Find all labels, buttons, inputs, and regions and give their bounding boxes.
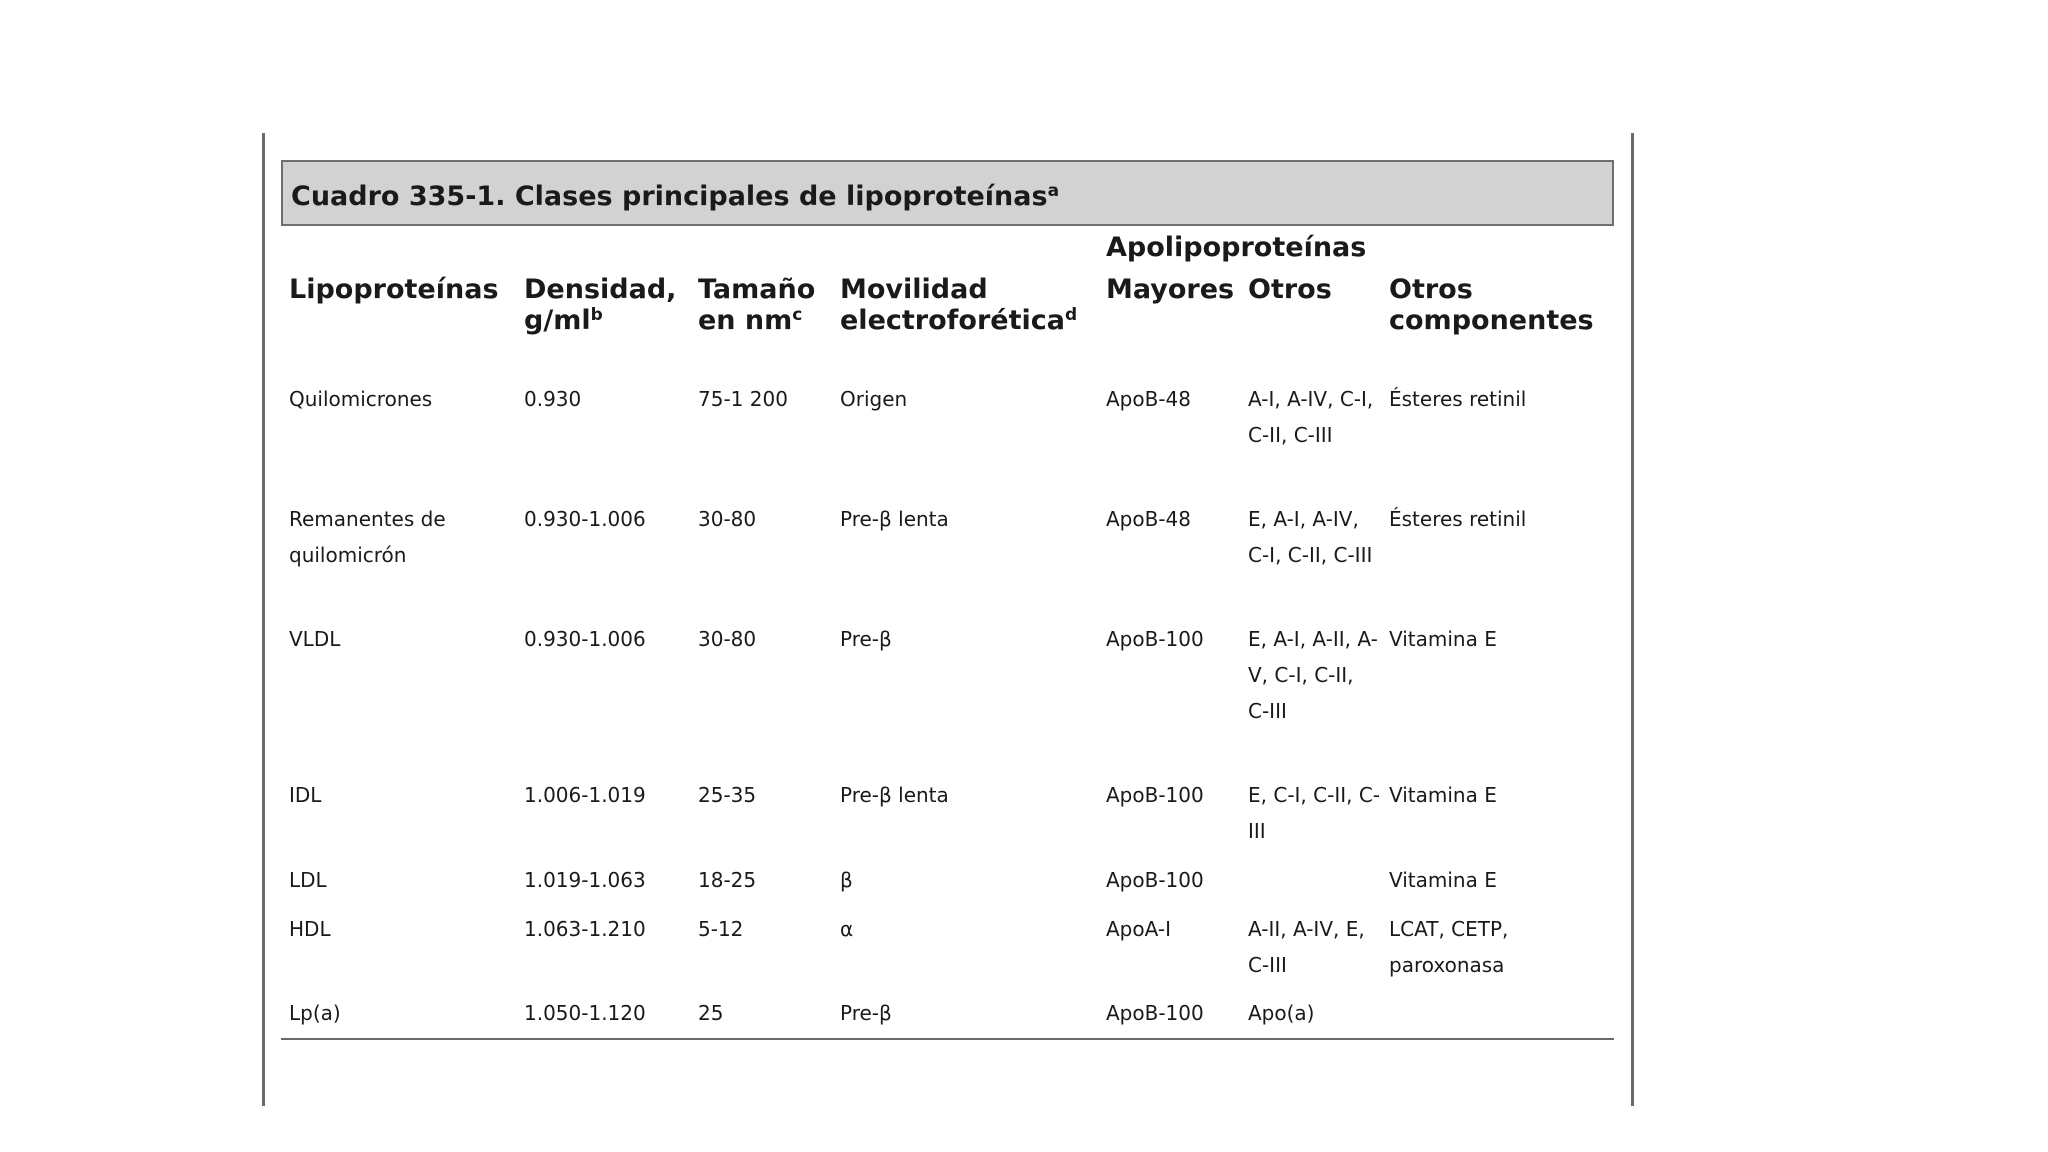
cell-lipoproteina: HDL: [289, 917, 331, 941]
cell-lipoproteina: Lp(a): [289, 1001, 341, 1025]
cell-densidad: 0.930-1.006: [524, 627, 646, 651]
cell-otros: Apo(a): [1248, 1001, 1315, 1025]
cell-lipoproteina: IDL: [289, 783, 322, 807]
cell-otros: A-II, A-IV, E, C-III: [1248, 917, 1365, 977]
cell-componentes: Ésteres retinil: [1389, 387, 1527, 411]
cell-movilidad: Pre-β: [840, 627, 892, 651]
table-row: [281, 862, 1614, 911]
cell-movilidad: Pre-β lenta: [840, 783, 949, 807]
caption-footnote-mark: a: [1047, 181, 1060, 201]
table-bottom-rule: [281, 1038, 1614, 1040]
cell-movilidad: Origen: [840, 387, 908, 411]
densidad-footnote-mark: b: [590, 305, 603, 325]
table-row: [281, 381, 1614, 501]
cell-otros: E, A-I, A-II, A-V, C-I, C-II, C-III: [1248, 627, 1378, 723]
cell-densidad: 0.930: [524, 387, 582, 411]
cell-mayores: ApoB-100: [1106, 783, 1204, 807]
cell-otros: E, A-I, A-IV, C-I, C-II, C-III: [1248, 507, 1373, 567]
header-otros-componentes: Otros componentes: [1389, 274, 1594, 336]
cell-componentes: Vitamina E: [1389, 627, 1497, 651]
header-row-columns: [281, 274, 1614, 381]
cell-movilidad: Pre-β: [840, 1001, 892, 1025]
header-mayores: Mayores: [1106, 274, 1235, 305]
header-densidad: Densidad, $g/ml^b$: [524, 274, 677, 336]
header-apolipoproteinas: Apolipoproteínas: [1106, 232, 1367, 263]
cell-tamano: 75-1 200: [698, 387, 788, 411]
cell-mayores: ApoB-100: [1106, 868, 1204, 892]
cell-tamano: 30-80: [698, 627, 757, 651]
cell-lipoproteina: VLDL: [289, 627, 341, 651]
header-movilidad: Movilidad electroforética$^d$: [840, 274, 1078, 336]
cell-mayores: ApoA-I: [1106, 917, 1171, 941]
cell-movilidad: β: [840, 868, 853, 892]
cell-mayores: ApoB-100: [1106, 627, 1204, 651]
cell-lipoproteina: Remanentes de quilomicrón: [289, 507, 446, 567]
cell-lipoproteina: LDL: [289, 868, 327, 892]
cell-tamano: 30-80: [698, 507, 757, 531]
cell-tamano: 5-12: [698, 917, 744, 941]
cell-componentes: LCAT, CETP, paroxonasa: [1389, 917, 1509, 977]
caption-text: Cuadro 335-1. Clases principales de lipoproteínas: [291, 181, 1048, 212]
cell-tamano: 25: [698, 1001, 724, 1025]
cell-componentes: Ésteres retinil: [1389, 507, 1527, 531]
cell-otros: [1240, 862, 1381, 911]
cell-movilidad: α: [840, 917, 854, 941]
movilidad-footnote-mark: d: [1064, 305, 1078, 325]
cell-densidad: 1.006-1.019: [524, 783, 646, 807]
tamano-footnote-mark: c: [792, 305, 803, 325]
cell-componentes: Vitamina E: [1389, 783, 1497, 807]
table-row: [281, 995, 1614, 1037]
cell-tamano: 25-35: [698, 783, 757, 807]
table-row: [281, 911, 1614, 995]
cell-otros: A-I, A-IV, C-I, C-II, C-III: [1248, 387, 1374, 447]
cell-movilidad: Pre-β lenta: [840, 507, 949, 531]
cell-tamano: 18-25: [698, 868, 757, 892]
table-row: [281, 777, 1614, 862]
table-caption: [281, 160, 1614, 226]
header-tamano: Tamaño en $nm^c$: [698, 274, 816, 336]
header-otros: Otros: [1248, 274, 1332, 305]
cell-densidad: 0.930-1.006: [524, 507, 646, 531]
table-row: [281, 621, 1614, 777]
cell-lipoproteina: Quilomicrones: [289, 387, 433, 411]
cell-densidad: 1.019-1.063: [524, 868, 646, 892]
cell-mayores: ApoB-48: [1106, 387, 1191, 411]
header-lipoproteinas: Lipoproteínas: [289, 274, 499, 305]
lipoprotein-table: [281, 228, 1614, 1037]
cell-densidad: 1.063-1.210: [524, 917, 646, 941]
cell-componentes: [1381, 995, 1614, 1037]
cell-mayores: ApoB-48: [1106, 507, 1191, 531]
cell-mayores: ApoB-100: [1106, 1001, 1204, 1025]
table-row: [281, 501, 1614, 621]
cell-densidad: 1.050-1.120: [524, 1001, 646, 1025]
header-row-group: [281, 228, 1614, 274]
cell-componentes: Vitamina E: [1389, 868, 1497, 892]
cell-otros: E, C-I, C-II, C-III: [1248, 783, 1381, 843]
